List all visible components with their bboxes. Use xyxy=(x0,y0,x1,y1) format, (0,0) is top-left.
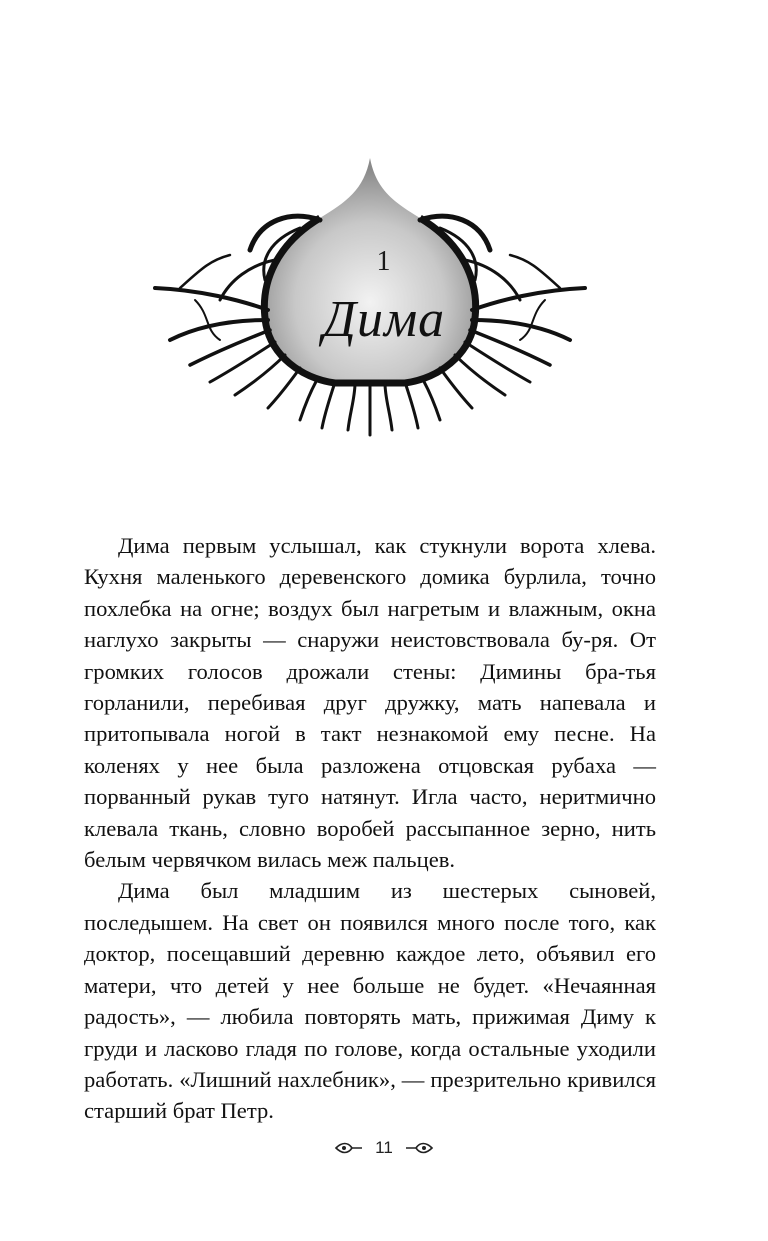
fleuron-icon xyxy=(334,1141,364,1155)
paragraph: Дима первым услышал, как стукнули ворота хлева. Кухня маленького деревенского домика бурлила, точно похлебка на огне; воздух был нагретым и влажным, окна наглухо закрыты — снаружи неистовствовала бу-ря. От громких голосов дрожали стены: Димины бра-тья горланили, перебивая друг дружку, мать напевала и притопывала ногой в такт незнакомой ему песне. На коленях у нее была разложена отцовская рубаха — порванный рукав туго натянут. Игла часто, неритмично клевала ткань, словно воробей рассыпанное зерно, нить белым червячком вилась меж пальцев. xyxy=(84,533,656,873)
chapter-title: Дима xyxy=(322,291,446,348)
fleuron-icon xyxy=(404,1141,434,1155)
page-footer xyxy=(0,1138,768,1158)
chapter-number: 1 xyxy=(376,246,392,277)
page-number: 11 xyxy=(375,1138,393,1157)
paragraph: Дима был младшим из шестерых сыновей, последышем. На свет он появился много после того, как доктор, посещавший деревню каждое лето, объявил его матери, что детей у нее больше не будет. «Нечаянная радость», — любила повторять мать, прижимая Диму к груди и ласково гладя по голове, когда остальные уходили работать. «Лишний нахлебник», — презрительно кривился старший брат Петр. xyxy=(84,878,656,1124)
body-text xyxy=(84,530,656,1127)
